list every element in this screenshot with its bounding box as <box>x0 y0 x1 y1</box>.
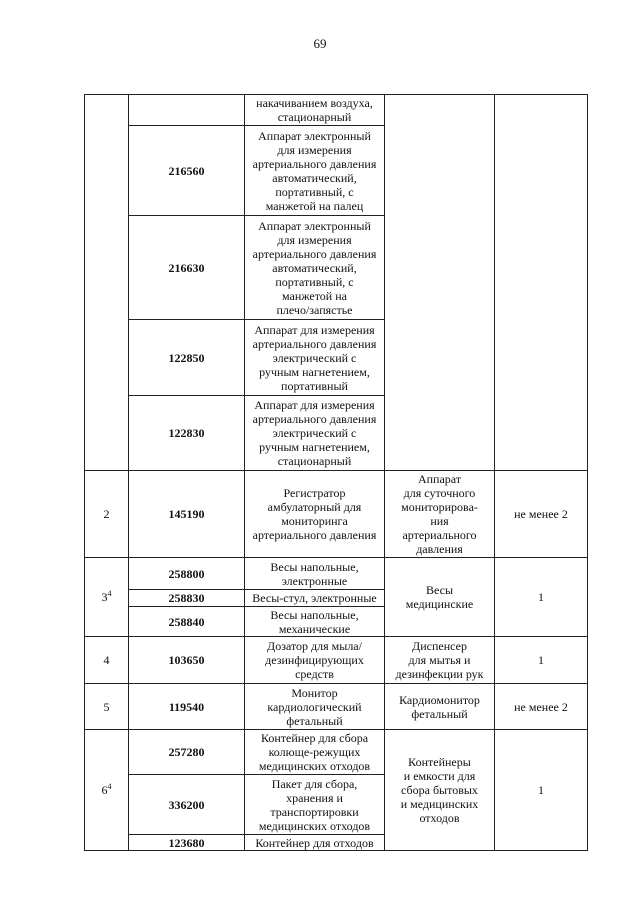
name-cell: Дозатор для мыла/ дезинфицирующих средств <box>245 637 385 684</box>
name-cell: Аппарат для измерения артериального давления электрический с ручным нагнетением, стационарный <box>245 396 385 471</box>
group-cell: Диспенсер для мытья и дезинфекции рук <box>385 637 495 684</box>
table-row <box>85 95 588 126</box>
quantity-cell <box>495 95 588 471</box>
code-cell: 258840 <box>129 607 245 637</box>
row-number-cell: $3^4$ <box>85 558 129 637</box>
row-number-cell: 4 <box>85 637 129 684</box>
group-cell <box>385 95 495 471</box>
code-cell: 122850 <box>129 320 245 396</box>
page-number: 69 <box>313 36 327 51</box>
quantity-cell: 1 <box>495 637 588 684</box>
name-cell: Аппарат электронный для измерения артериального давления автоматический, портативный, с манжетой на палец <box>245 126 385 216</box>
name-cell: Весы напольные, электронные <box>245 558 385 590</box>
name-cell: Весы-стул, электронные <box>245 590 385 607</box>
row-number-cell <box>85 95 129 471</box>
group-cell: Кардиомонитор фетальный <box>385 684 495 730</box>
code-cell: 216630 <box>129 216 245 320</box>
table-row <box>85 730 588 775</box>
quantity-cell: не менее 2 <box>495 471 588 558</box>
name-cell: Контейнер для сбора колюще-режущих медицинских отходов <box>245 730 385 775</box>
name-cell: Регистратор амбулаторный для мониторинга артериального давления <box>245 471 385 558</box>
equipment-table <box>84 94 588 851</box>
code-cell: 258800 <box>129 558 245 590</box>
table-row <box>85 471 588 558</box>
row-number-cell: 2 <box>85 471 129 558</box>
code-cell: 336200 <box>129 775 245 835</box>
table-row <box>85 637 588 684</box>
code-cell: 119540 <box>129 684 245 730</box>
name-cell: Пакет для сбора, хранения и транспортировки медицинских отходов <box>245 775 385 835</box>
name-cell: накачиванием воздуха, стационарный <box>245 95 385 126</box>
code-cell: 122830 <box>129 396 245 471</box>
group-cell: Контейнеры и емкости для сбора бытовых и медицинских отходов <box>385 730 495 851</box>
code-cell: 145190 <box>129 471 245 558</box>
group-cell: Аппарат для суточного мониторирова- ния артериального давления <box>385 471 495 558</box>
table-row <box>85 558 588 590</box>
name-cell: Контейнер для отходов <box>245 835 385 851</box>
name-cell: Аппарат электронный для измерения артериального давления автоматический, портативный, с манжетой на плечо/запястье <box>245 216 385 320</box>
code-cell: 103650 <box>129 637 245 684</box>
code-cell: 258830 <box>129 590 245 607</box>
table-row <box>85 684 588 730</box>
row-number-cell: 5 <box>85 684 129 730</box>
code-cell <box>129 95 245 126</box>
code-cell: 216560 <box>129 126 245 216</box>
name-cell: Аппарат для измерения артериального давления электрический с ручным нагнетением, портативный <box>245 320 385 396</box>
group-cell: Весы медицинские <box>385 558 495 637</box>
code-cell: 257280 <box>129 730 245 775</box>
code-cell: 123680 <box>129 835 245 851</box>
row-number-cell: $6^4$ <box>85 730 129 851</box>
quantity-cell: не менее 2 <box>495 684 588 730</box>
name-cell: Весы напольные, механические <box>245 607 385 637</box>
name-cell: Монитор кардиологический фетальный <box>245 684 385 730</box>
quantity-cell: 1 <box>495 558 588 637</box>
quantity-cell: 1 <box>495 730 588 851</box>
